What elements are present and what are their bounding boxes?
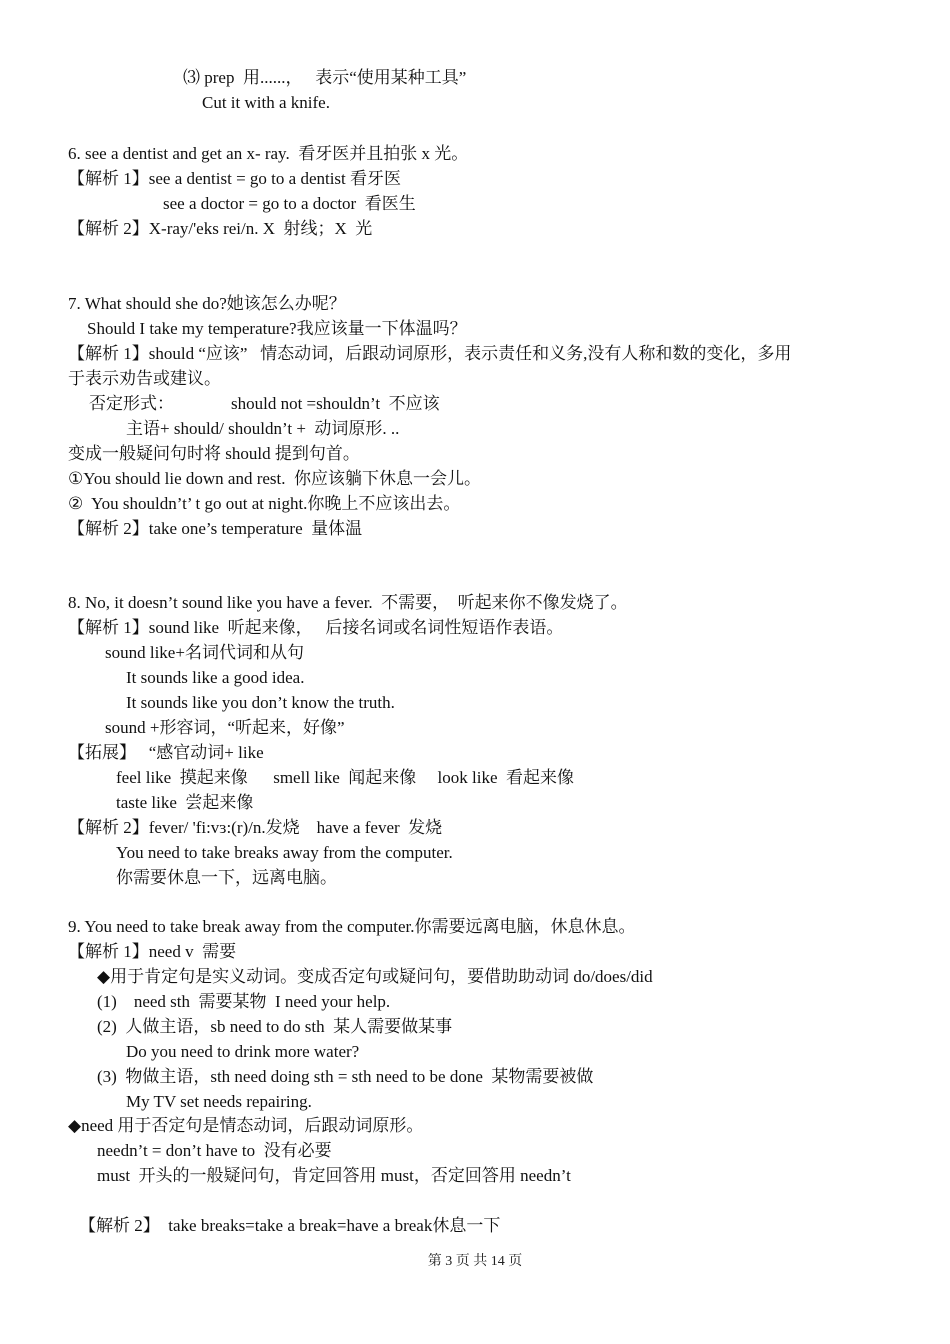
text-line: ⑶ prep 用......， 表示“使用某种工具” [183,68,467,87]
text-line: must 开头的一般疑问句，肯定回答用 must，否定回答用 needn’t [97,1166,571,1185]
text-line: 【解析 1】sound like 听起来像， 后接名词或名词性短语作表语。 [68,618,564,637]
text-line: Should I take my temperature?我应该量一下体温吗？ [87,319,467,338]
item-heading: 9. You need to take break away from the computer.你需要远离电脑，休息休息。 [68,917,636,936]
text-line: 你需要休息一下，远离电脑。 [116,868,337,887]
text-line: Do you need to drink more water? [126,1042,360,1061]
footer-suffix: 页 [508,1254,523,1269]
item-heading: 6. see a dentist and get an x- ray. 看牙医并且拍张 x 光。 [68,144,469,163]
text-line: feel like 摸起来像 smell like 闻起来像 look like 看起来像 [116,768,575,787]
text-line: 【解析 2】 take breaks=take a break=have a break休息一下 [79,1216,501,1235]
item-heading: 7. What should she do?她该怎么办呢？ [68,294,346,313]
text-line: (2) 人做主语，sb need to do sth 某人需要做某事 [97,1017,453,1036]
text-line: 否定形式： [89,394,174,413]
footer-prefix: 第 [427,1254,442,1269]
text-line: (1) need sth 需要某物 I need your help. [97,992,391,1011]
text-line: taste like 尝起来像 [116,793,254,812]
text-line: It sounds like you don’t know the truth. [126,693,395,712]
text-line: 【解析 1】see a dentist = go to a dentist 看牙医 [68,169,402,188]
text-line: 【解析 2】fever/ 'fi:vɜ:(r)/n.发烧 have a fever 发烧 [68,818,443,837]
text-line: My TV set needs repairing. [126,1092,312,1111]
text-line: 【解析 2】take one’s temperature 量体温 [68,519,363,538]
text-line: see a doctor = go to a doctor 看医生 [163,194,416,213]
total-page-number: 14 [490,1254,505,1269]
text-line: (3) 物做主语，sth need doing sth = sth need to be done 某物需要被做 [97,1067,594,1086]
text-line: sound +形容词，“听起来，好像” [105,718,345,737]
text-line: 【拓展】 “感官动词+ like [68,743,264,762]
item-heading: 8. No, it doesn’t sound like you have a fever. 不需要， 听起来你不像发烧了。 [68,593,628,612]
text-line: 主语+ should/ shouldn’t + 动词原形. .. [126,419,400,438]
text-line: 【解析 1】should “应该” 情态动词，后跟动词原形，表示责任和义务,没有人称和数的变化，多用 [68,344,792,363]
text-line: 于表示劝告或建议。 [68,369,221,388]
text-line: It sounds like a good idea. [126,668,305,687]
text-line: ◆用于肯定句是实义动词。变成否定句或疑问句，要借助助动词 do/does/did [97,967,653,986]
text-line: 【解析 1】need v 需要 [68,942,237,961]
footer-middle: 页 共 [455,1254,488,1269]
text-line: 变成一般疑问句时将 should 提到句首。 [68,444,360,463]
text-line: should not =shouldn’t 不应该 [231,394,440,413]
text-line: 【解析 2】X-ray/'eks rei/n. X 射线；X 光 [68,219,373,238]
current-page-number: 3 [445,1254,453,1269]
text-line: ② You shouldn’t’ t go out at night.你晚上不应该出去。 [68,494,461,513]
page-footer [0,1250,950,1275]
text-line: ◆need 用于否定句是情态动词，后跟动词原形。 [68,1116,424,1135]
text-line: Cut it with a knife. [202,93,330,112]
text-line: ①You should lie down and rest. 你应该躺下休息一会儿。 [68,469,482,488]
text-line: sound like+名词代词和从句 [105,643,304,662]
text-line: You need to take breaks away from the computer. [116,843,453,862]
text-line: needn’t = don’t have to 没有必要 [97,1141,332,1160]
